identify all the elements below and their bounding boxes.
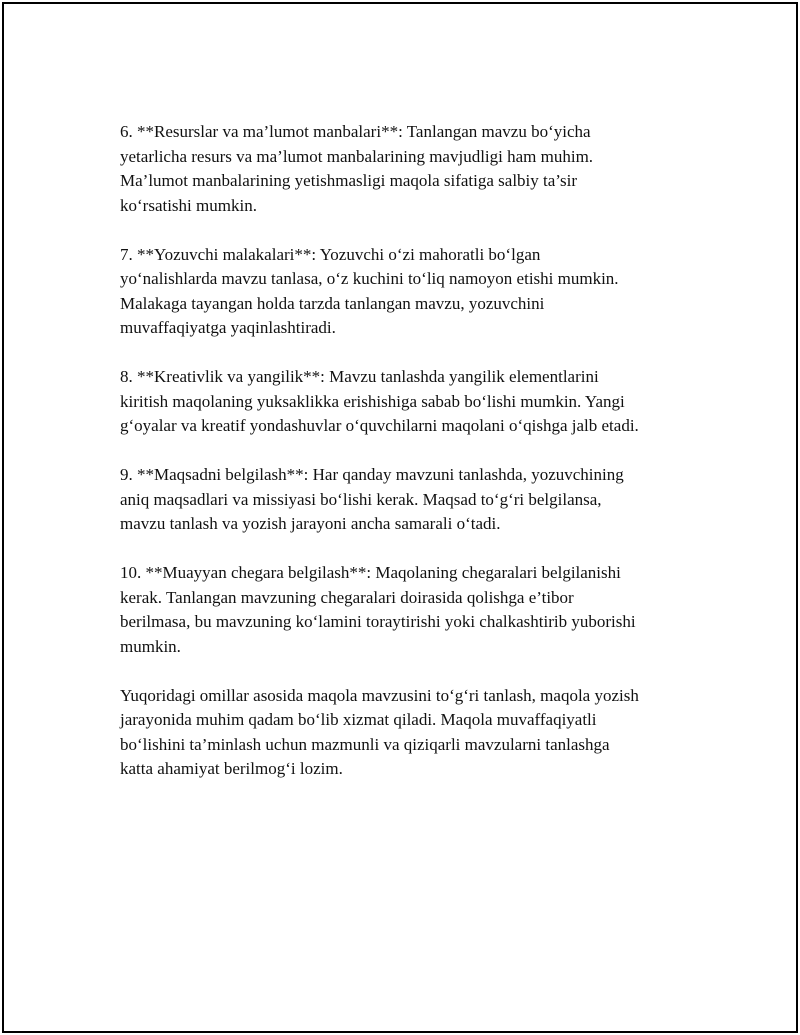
text-line: berilmasa, bu mavzuning ko‘lamini toraytirishi yoki chalkashtirib yuborishi [120, 612, 636, 631]
document-body [120, 120, 710, 806]
text-line: bo‘lishini ta’minlash uchun mazmunli va qiziqarli mavzularni tanlashga [120, 734, 610, 754]
text-line: g‘oyalar va kreatif yondashuvlar o‘quvchilarni maqolani o‘qishga jalb etadi. [120, 416, 639, 435]
paragraph-conclusion [120, 684, 710, 782]
text-line: muvaffaqiyatga yaqinlashtiradi. [120, 318, 336, 337]
text-line: 8. **Kreativlik va yangilik**: Mavzu tanlashda yangilik elementlarini [120, 367, 599, 386]
paragraph-boundaries [120, 561, 710, 659]
paragraph-goal-setting [120, 463, 710, 537]
text-line: kiritish maqolaning yuksaklikka erishishiga sabab bo‘lishi mumkin. Yangi [120, 391, 625, 411]
text-line: jarayonida muhim qadam bo‘lib xizmat qiladi. Maqola muvaffaqiyatli [120, 710, 597, 729]
document-page [2, 2, 798, 1033]
text-line: mumkin. [120, 636, 181, 656]
text-line: Ma’lumot manbalarining yetishmasligi maqola sifatiga salbiy ta’sir [120, 171, 578, 190]
text-line: yetarlicha resurs va ma’lumot manbalarining mavjudligi ham muhim. [120, 146, 594, 166]
text-line: ko‘rsatishi mumkin. [120, 195, 257, 215]
text-line: mavzu tanlash va yozish jarayoni ancha samarali o‘tadi. [120, 514, 501, 533]
text-line: 9. **Maqsadni belgilash**: Har qanday mavzuni tanlashda, yozuvchining [120, 465, 624, 484]
text-line: Yuqoridagi omillar asosida maqola mavzusini to‘g‘ri tanlash, maqola yozish [120, 685, 639, 705]
text-line: katta ahamiyat berilmog‘i lozim. [120, 759, 343, 778]
text-line: kerak. Tanlangan mavzuning chegaralari doirasida qolishga e’tibor [120, 587, 574, 607]
paragraph-resources [120, 120, 710, 218]
paragraph-creativity [120, 365, 710, 439]
text-line: aniq maqsadlari va missiyasi bo‘lishi kerak. Maqsad to‘g‘ri belgilansa, [120, 489, 602, 509]
text-line: yo‘nalishlarda mavzu tanlasa, o‘z kuchini to‘liq namoyon etishi mumkin. [120, 269, 619, 288]
text-line: Malakaga tayangan holda tarzda tanlangan mavzu, yozuvchini [120, 293, 545, 313]
text-line: 7. **Yozuvchi malakalari**: Yozuvchi o‘zi mahoratli bo‘lgan [120, 244, 541, 264]
text-line: 10. **Muayyan chegara belgilash**: Maqolaning chegaralari belgilanishi [120, 563, 621, 582]
paragraph-writer-skills [120, 243, 710, 341]
text-line: 6. **Resurslar va ma’lumot manbalari**: Tanlangan mavzu bo‘yicha [120, 122, 591, 141]
